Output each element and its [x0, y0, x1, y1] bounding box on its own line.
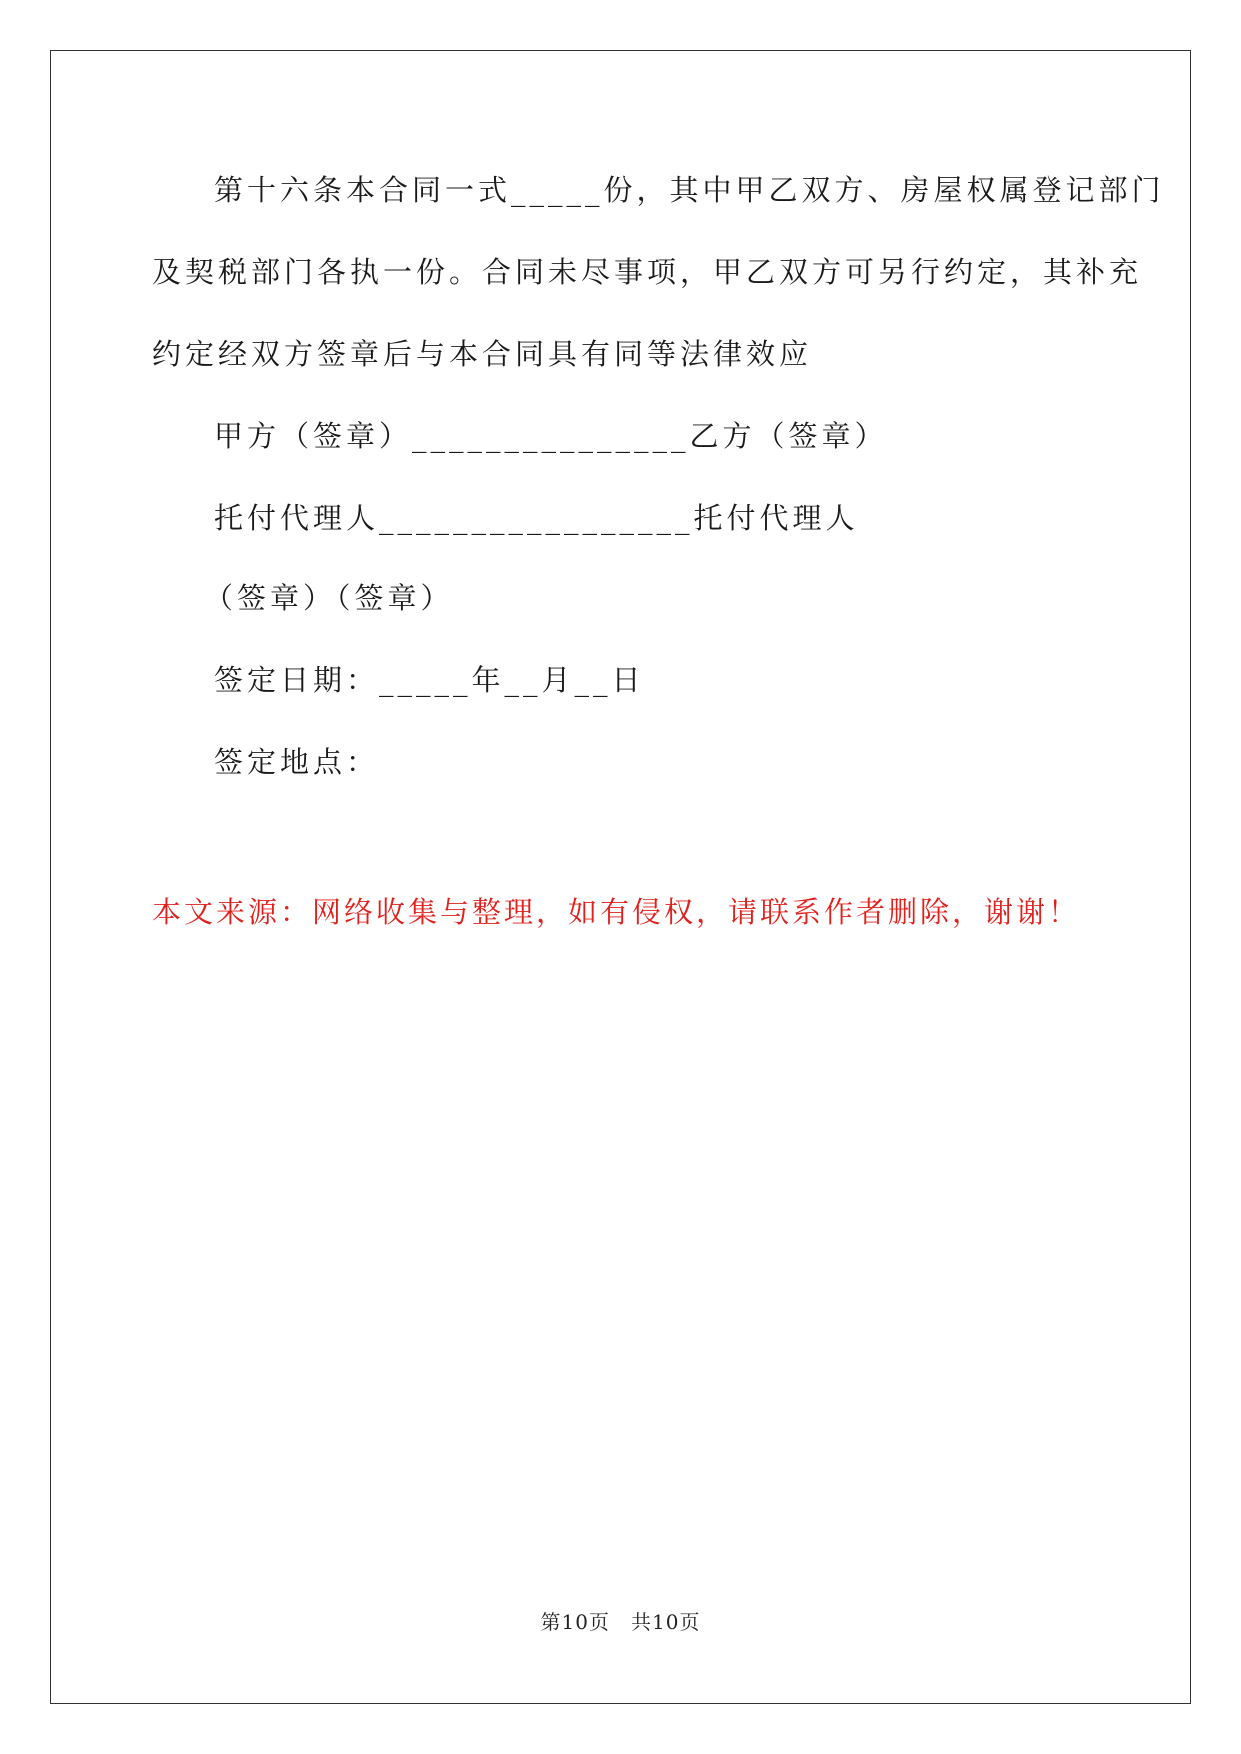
source-notice: 本文来源：网络收集与整理，如有侵权，请联系作者删除，谢谢！: [152, 895, 1081, 929]
sign-date-line: 签定日期：_____年__月__日: [214, 663, 645, 697]
sign-place-line: 签定地点：: [214, 745, 380, 779]
paragraph-line: 及契税部门各执一份。合同未尽事项，甲乙双方可另行约定，其补充: [152, 255, 1143, 289]
paragraph-line: 第十六条本合同一式_____份，其中甲乙双方、房屋权属登记部门: [214, 173, 1165, 207]
paragraph-line: 约定经双方签章后与本合同具有同等法律效应: [152, 337, 813, 371]
page-indicator: 第10页 共10页: [540, 1610, 701, 1634]
page-border: [50, 50, 1191, 1704]
seal-line: （签章）（签章）: [204, 581, 454, 615]
agent-line: 托付代理人_________________托付代理人: [214, 501, 859, 535]
party-signature-line: 甲方（签章）_______________乙方（签章）: [214, 419, 888, 453]
